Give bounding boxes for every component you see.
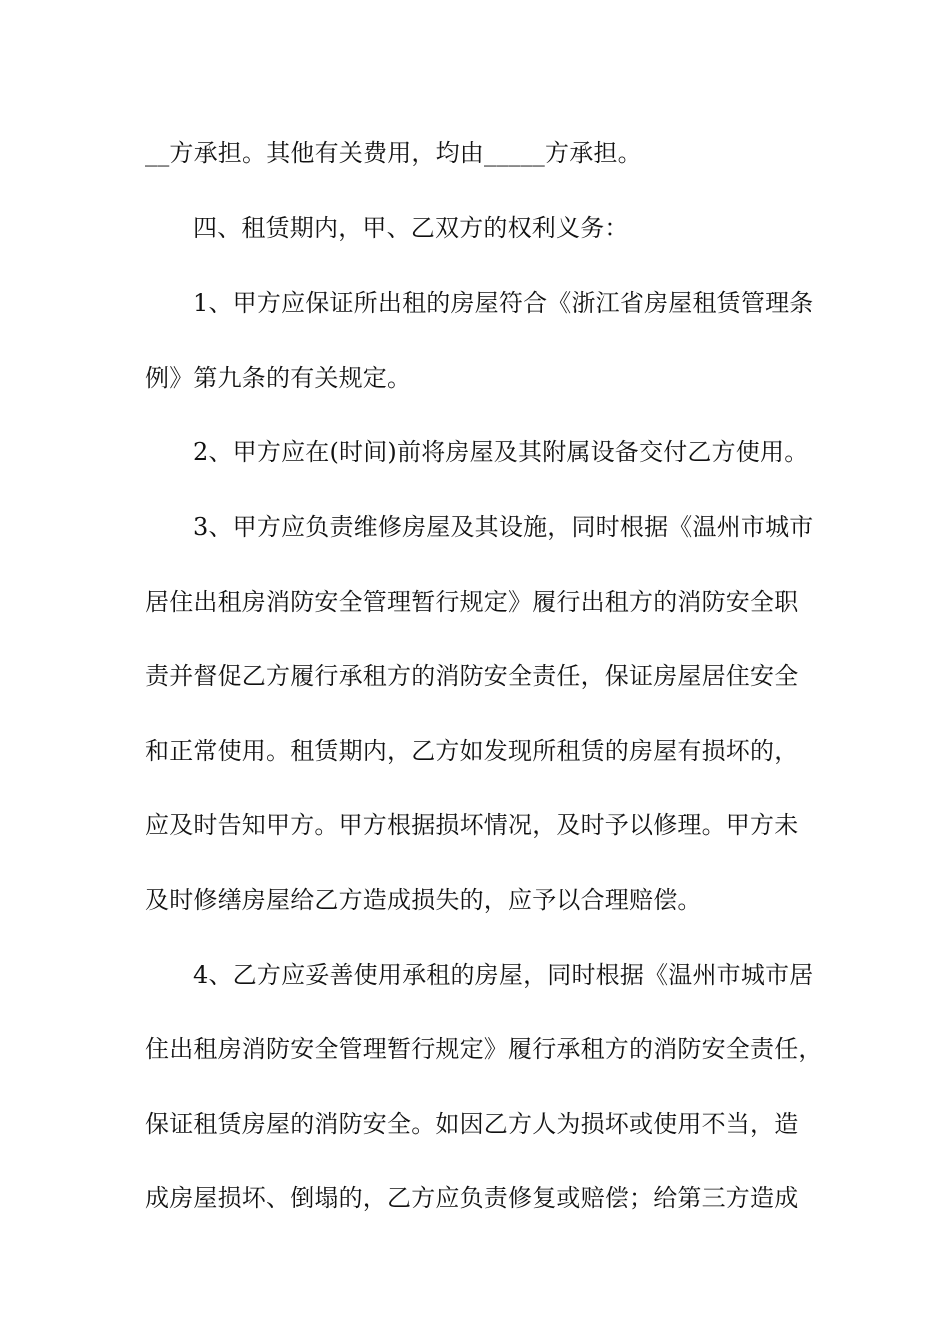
text-line: 2、甲方应在(时间)前将房屋及其附属设备交付乙方使用。 [193,438,809,466]
text-line: 1、甲方应保证所出租的房屋符合《浙江省房屋租赁管理条 [193,289,814,317]
text-line: 例》第九条的有关规定。 [145,364,412,392]
section-heading: 四、租赁期内，甲、乙双方的权利义务： [193,214,629,242]
text-line: 3、甲方应负责维修房屋及其设施，同时根据《温州市城市 [193,513,814,541]
text-line: __方承担。其他有关费用，均由_____方承担。 [145,139,642,167]
text-line: 成房屋损坏、倒塌的，乙方应负责修复或赔偿；给第三方造成 [145,1184,799,1212]
text-line: 应及时告知甲方。甲方根据损坏情况，及时予以修理。甲方未 [145,811,799,839]
text-line: 住出租房消防安全管理暂行规定》履行承租方的消防安全责任， [145,1035,823,1063]
text-line: 责并督促乙方履行承租方的消防安全责任，保证房屋居住安全 [145,662,799,690]
text-line: 和正常使用。租赁期内，乙方如发现所租赁的房屋有损坏的， [145,737,799,765]
text-line: 居住出租房消防安全管理暂行规定》履行出租方的消防安全职 [145,588,799,616]
text-line: 及时修缮房屋给乙方造成损失的，应予以合理赔偿。 [145,886,702,914]
text-line: 保证租赁房屋的消防安全。如因乙方人为损坏或使用不当，造 [145,1110,799,1138]
text-line: 4、乙方应妥善使用承租的房屋，同时根据《温州市城市居 [193,961,814,989]
